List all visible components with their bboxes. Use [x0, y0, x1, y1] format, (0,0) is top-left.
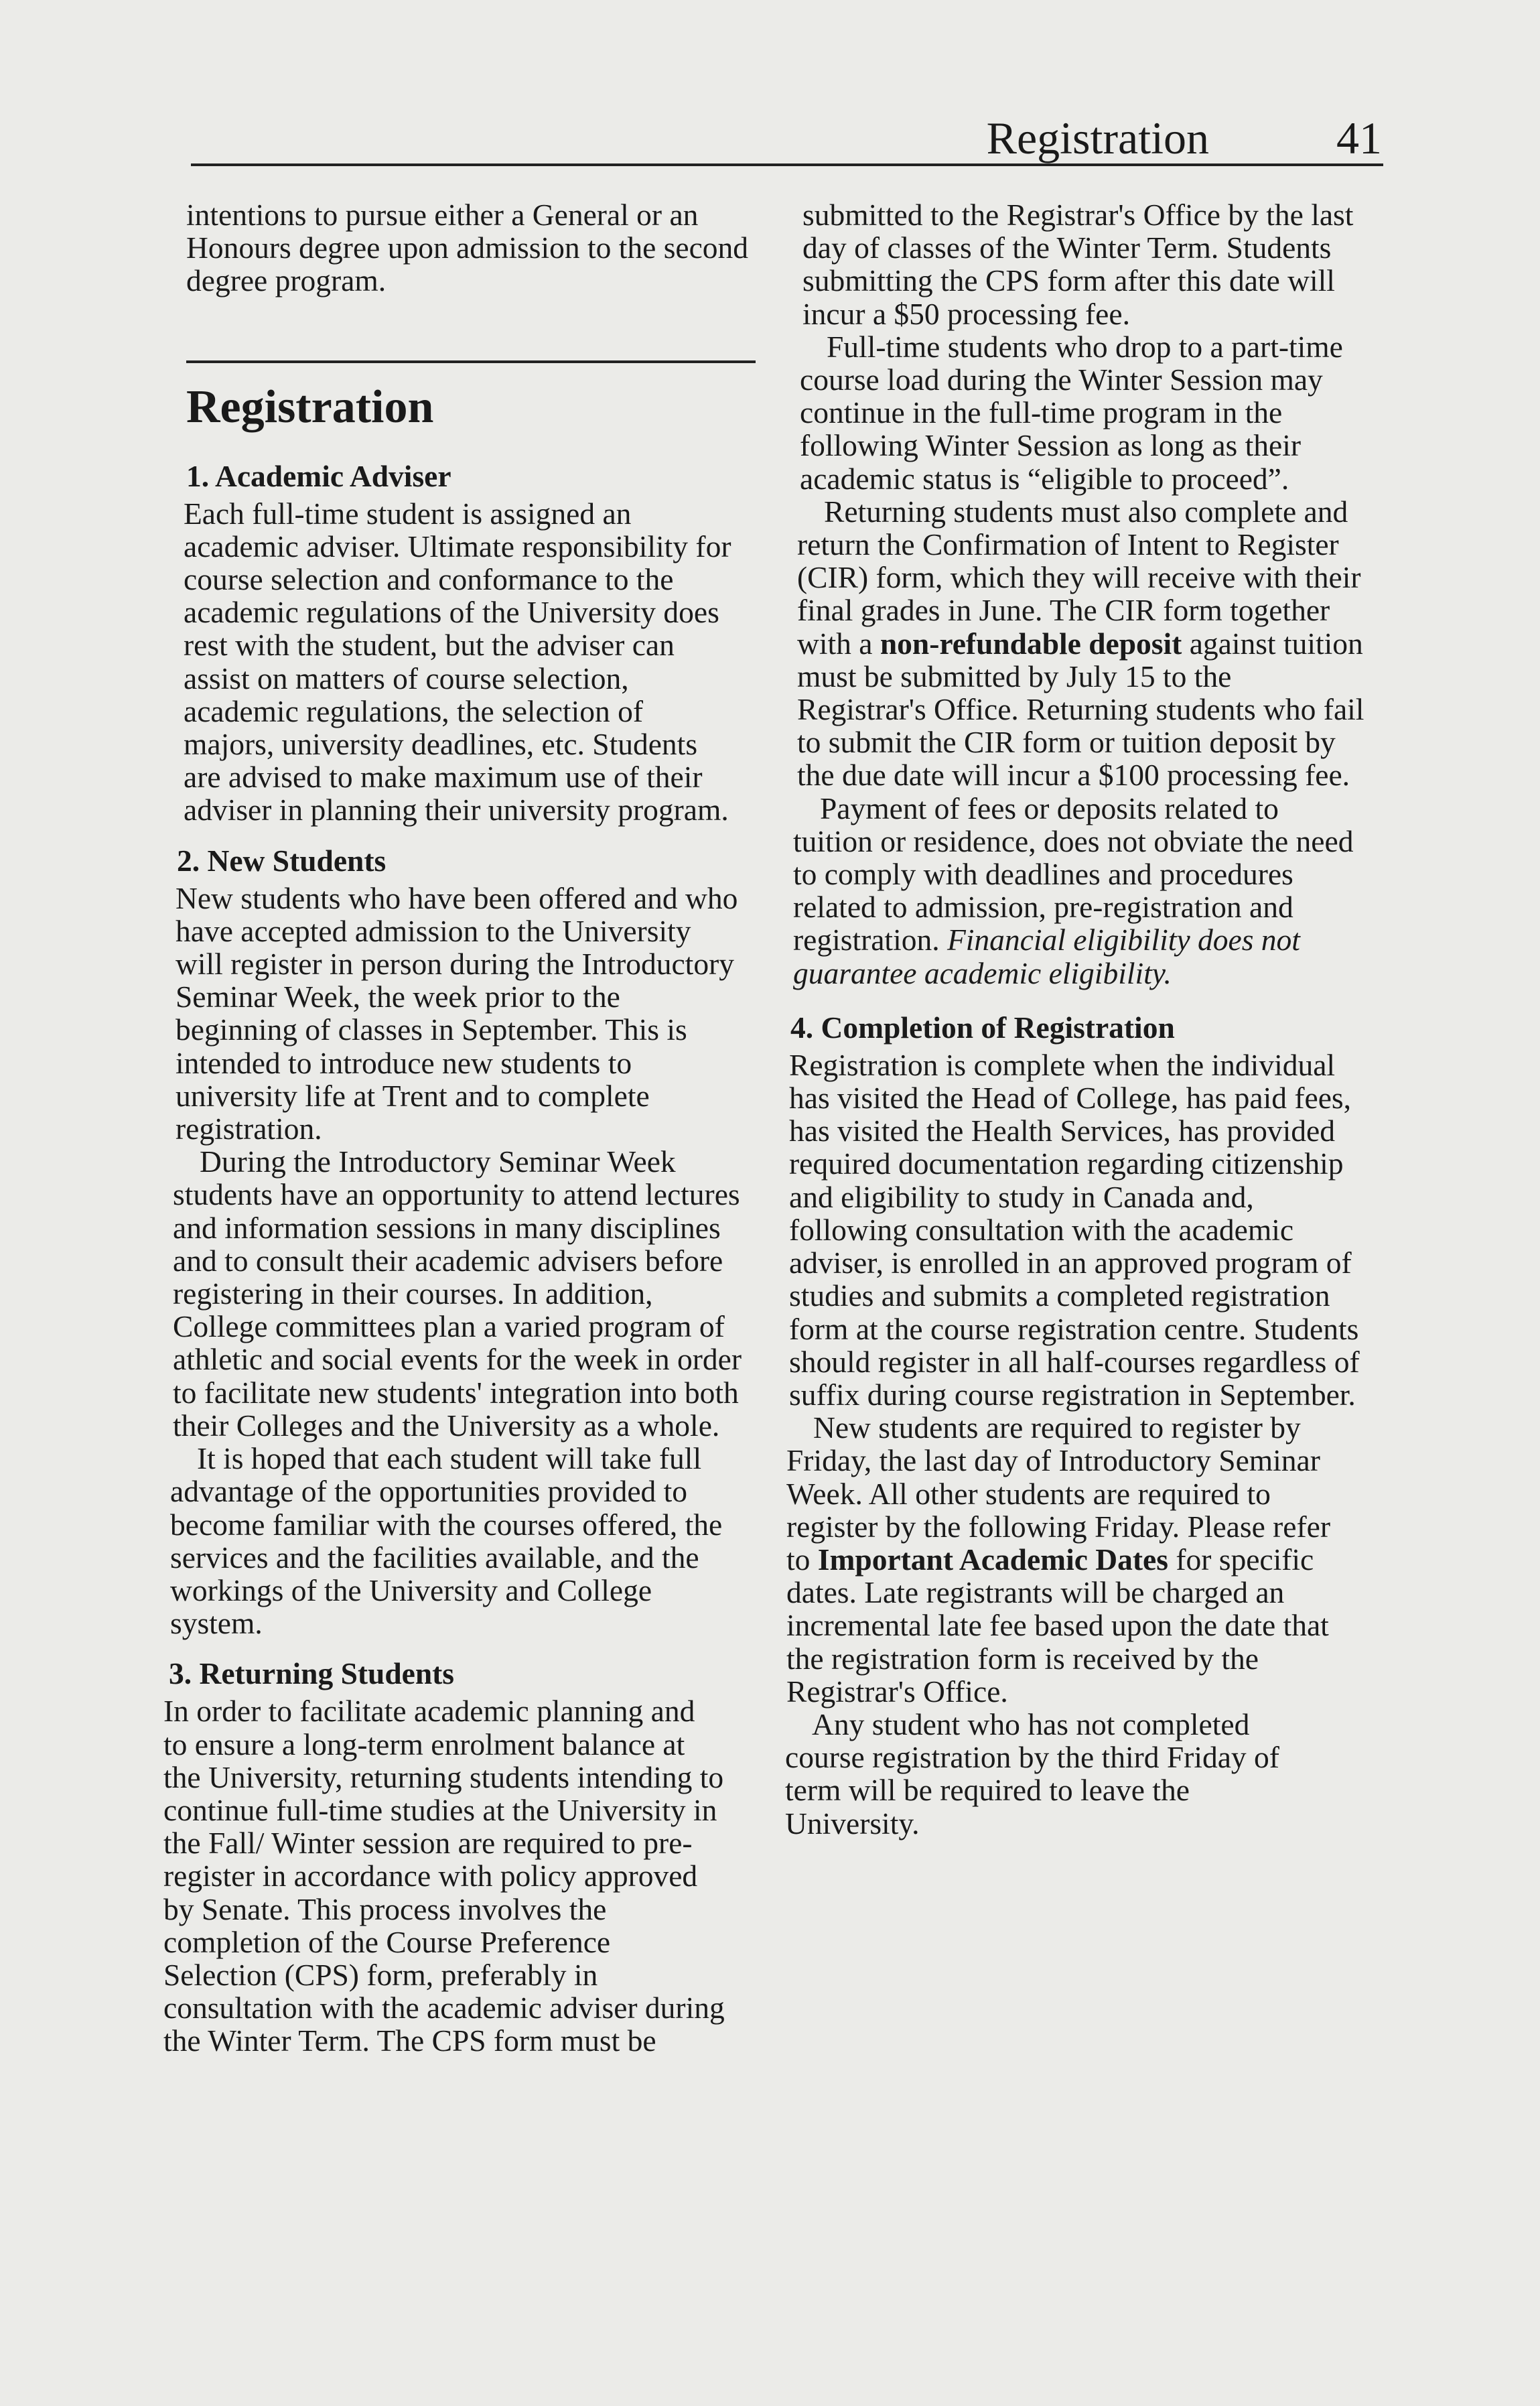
completion-text-b: for specific dates. Late registrants will be charged an incremental late fee based upon the date that the registration form is received by the Registrar's Office. — [786, 1542, 1329, 1709]
new-students-paragraph-2: During the Introductory Seminar Week students have an opportunity to attend lectures and information sessions in many disciplines and to consult their academic advisers before registering in their courses. In addition, College committees plan a varied program of athletic and social events for the week in order to facilitate new students' integration into both their Colleges and the University as a whole. — [173, 1144, 742, 1443]
cir-text-b: against tuition must be submitted by July 15 to the Registrar's Office. Returning students who fail to submit the CIR form or tuition deposit by the due date will incur a $100 processing fee. — [797, 626, 1364, 793]
section-divider — [186, 360, 756, 363]
financial-eligibility-note: Financial eligibility does not guarantee academic eligibility. — [793, 923, 1300, 990]
completion-paragraph-2 — [786, 1411, 1342, 1708]
cir-text-a: Returning students must also complete and return the Confirmation of Intent to Register (CIR) form, which they will receive with their final grades in June. The CIR form together with a — [797, 494, 1361, 661]
cir-form-paragraph — [797, 495, 1367, 792]
completion-paragraph-1: Registration is complete when the individual has visited the Head of College, has paid fees, has visited the Health Services, has provided required documentation regarding citizenship and eligibility to study in Canada and, following consultation with the academic adviser, is enrolled in an approved program of studies and submits a completed registration form at the course registration centre. Students should register in all half-courses regardless of suffix during course registration in September. — [789, 1047, 1360, 1412]
heading-completion-of-registration: 4. Completion of Registration — [790, 1010, 1175, 1045]
intro-paragraph: intentions to pursue either a General or an Honours degree upon admission to the second degree program. — [186, 198, 749, 298]
heading-academic-adviser: 1. Academic Adviser — [186, 458, 451, 493]
payment-paragraph — [793, 792, 1362, 990]
new-students-paragraph-3: It is hoped that each student will take full advantage of the opportunities provided to become familiar with the courses offered, the services and the facilities available, and the workings of the University and College system. — [170, 1441, 723, 1641]
heading-new-students: 2. New Students — [177, 843, 387, 878]
part-time-paragraph: Full-time students who drop to a part-time course load during the Winter Session may continue in the full-time program in the following Winter Session as long as their academic status is “eligible to proceed”. — [800, 329, 1343, 496]
completion-text-a: New students are required to register by Friday, the last day of Introductory Seminar Week. All other students are required to register by the following Friday. Please refer to — [786, 1410, 1331, 1577]
completion-paragraph-3: Any student who has not completed course registration by the third Friday of term will be required to leave the University. — [785, 1707, 1279, 1841]
returning-students-paragraph: In order to facilitate academic planning and to ensure a long-term enrolment balance at the University, returning students intending to continue full-time studies at the University in the Fall/ Winter session are required to pre-register in accordance with policy approved by Senate. This process involves the completion of the Course Preference Selection (CPS) form, preferably in consultation with the academic adviser during the Winter Term. The CPS form must be — [163, 1694, 725, 2058]
section-title: Registration — [186, 381, 434, 433]
header-rule — [191, 163, 1383, 166]
right-column — [782, 198, 1372, 1840]
left-column — [159, 198, 762, 2058]
running-header-title: Registration — [986, 113, 1209, 163]
page-number: 41 — [1336, 113, 1382, 163]
cps-form-paragraph: submitted to the Registrar's Office by the last day of classes of the Winter Term. Students submitting the CPS form after this date will incur a $50 processing fee. — [802, 198, 1354, 331]
payment-text: Payment of fees or deposits related to tuition or residence, does not obviate the need to comply with deadlines and procedures related to admission, pre-registration and registration. — [793, 791, 1354, 957]
important-dates-reference: Important Academic Dates — [817, 1542, 1168, 1577]
new-students-paragraph-1: New students who have been offered and who have accepted admission to the University will register in person during the Introductory Seminar Week, the week prior to the beginning of classes in September. This is intended to introduce new students to university life at Trent and to complete registration. — [176, 880, 738, 1146]
non-refundable-deposit-emphasis: non-refundable deposit — [880, 626, 1182, 661]
running-header — [191, 107, 1383, 161]
academic-adviser-paragraph: Each full-time student is assigned an academic adviser. Ultimate responsibility for course selection and conformance to the academic regulations of the University does rest with the student, but the adviser can assist on matters of course selection, academic regulations, the selection of majors, university deadlines, etc. Students are advised to make maximum use of their adviser in planning their university program. — [184, 496, 731, 827]
heading-returning-students: 3. Returning Students — [169, 1656, 455, 1691]
